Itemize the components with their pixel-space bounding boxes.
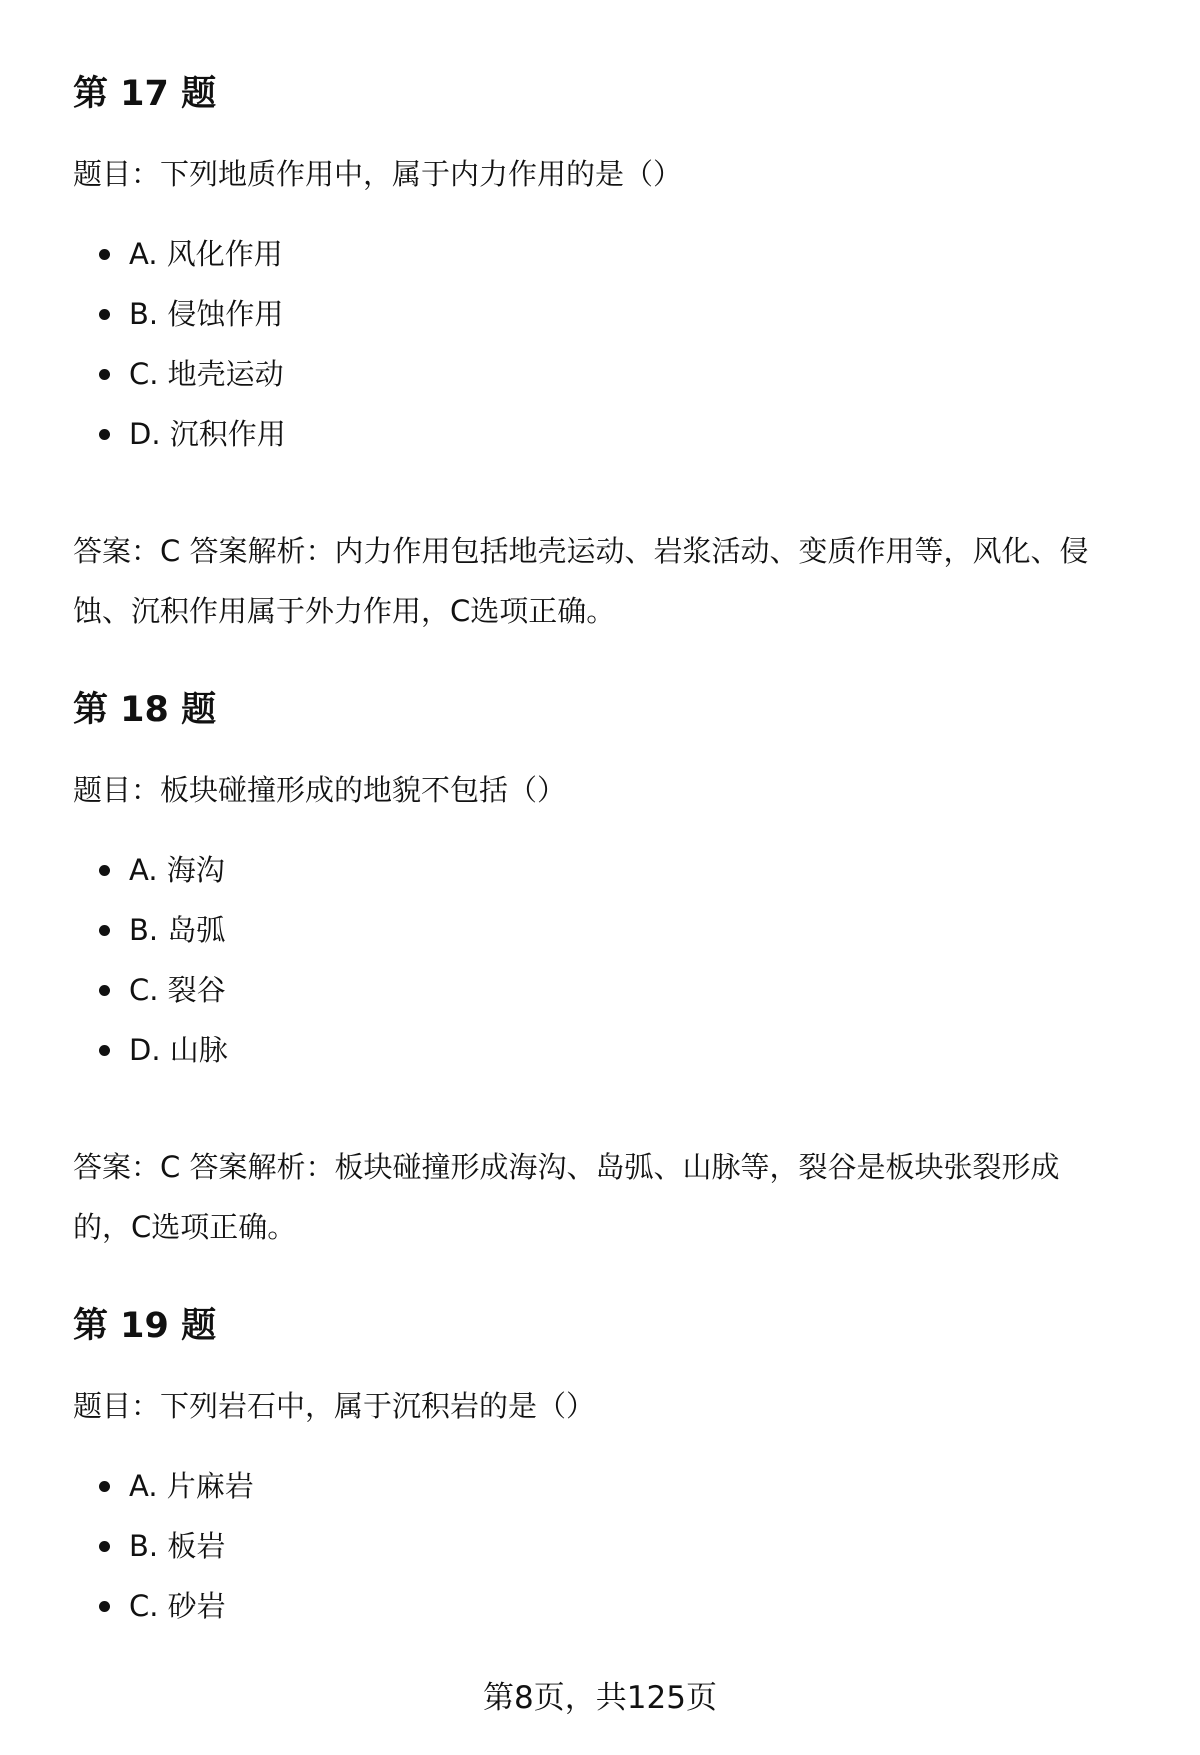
option-b: B. 岛弧 (73, 910, 228, 970)
option-b: B. 板岩 (73, 1526, 254, 1586)
option-a: A. 海沟 (73, 850, 228, 910)
option-a: A. 片麻岩 (73, 1466, 254, 1526)
answer-line: 答案：C 答案解析：内力作用包括地壳运动、岩浆活动、变质作用等，风化、侵 (73, 534, 1089, 568)
question-title: 第 19 题 (73, 1306, 217, 1346)
answer-line: 的，C选项正确。 (73, 1210, 297, 1244)
page-number-footer: 第8页，共125页 (483, 1680, 717, 1716)
option-b: B. 侵蚀作用 (73, 294, 286, 354)
option-c: C. 裂谷 (73, 970, 228, 1030)
option-d: D. 山脉 (73, 1030, 228, 1090)
answer-line: 答案：C 答案解析：板块碰撞形成海沟、岛弧、山脉等，裂谷是板块张裂形成 (73, 1150, 1060, 1184)
option-a: A. 风化作用 (73, 234, 286, 294)
question-stem: 题目：板块碰撞形成的地貌不包括（） (73, 773, 567, 807)
option-c: C. 地壳运动 (73, 354, 286, 414)
option-list (73, 850, 228, 1090)
option-c: C. 砂岩 (73, 1586, 254, 1646)
option-list (73, 234, 286, 474)
document-page (73, 0, 1133, 1755)
option-list (73, 1466, 254, 1646)
question-stem: 题目：下列地质作用中，属于内力作用的是（） (73, 157, 683, 191)
question-title: 第 17 题 (73, 74, 217, 114)
answer-explanation (73, 1137, 1133, 1257)
answer-line: 蚀、沉积作用属于外力作用，C选项正确。 (73, 594, 616, 628)
option-d: D. 沉积作用 (73, 414, 286, 474)
question-stem: 题目：下列岩石中，属于沉积岩的是（） (73, 1389, 596, 1423)
question-title: 第 18 题 (73, 690, 217, 730)
answer-explanation (73, 521, 1133, 641)
